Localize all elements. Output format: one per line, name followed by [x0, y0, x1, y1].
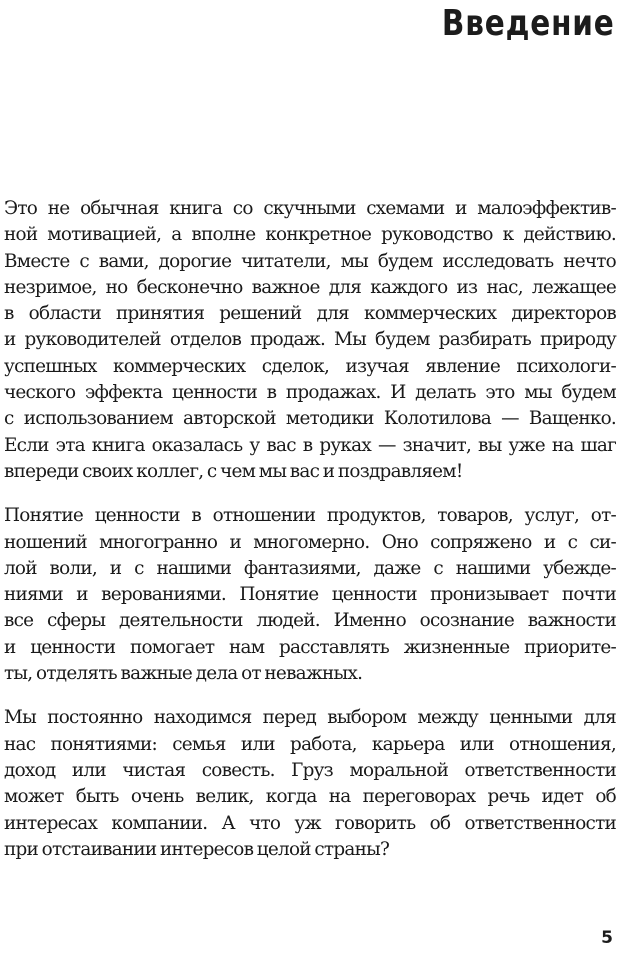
- text-line: Мы постоянно находимся перед выбором между ценными для: [4, 707, 616, 729]
- text-line: при отстаивании интересов целой страны?: [4, 838, 390, 860]
- text-line: Если эта книга оказалась у вас в руках — значит, вы уже на шаг: [4, 434, 616, 456]
- text-line: Понятие ценности в отношении продуктов, товаров, услуг, от-: [4, 505, 616, 527]
- text-line: в области принятия решений для коммерческих директоров: [4, 303, 616, 325]
- text-line: и руководителей отделов продаж. Мы будем разбирать природу: [4, 329, 616, 351]
- paragraph-3: [4, 705, 616, 863]
- chapter-title: Введение: [442, 3, 615, 44]
- paragraph-2: [4, 503, 616, 687]
- text-line: ношений многогранно и многомерно. Оно сопряжено и с си-: [4, 531, 616, 553]
- text-body: [4, 196, 616, 881]
- text-line: незримое, но бесконечно важное для каждого из нас, лежащее: [4, 276, 616, 298]
- paragraph-1: [4, 196, 616, 485]
- text-line: все сферы деятельности людей. Именно осознание важности: [4, 610, 616, 632]
- page-number: 5: [601, 928, 613, 948]
- text-line: доход или чистая совесть. Груз моральной ответственности: [4, 759, 616, 781]
- text-line: нас понятиями: семья или работа, карьера или отношения,: [4, 733, 616, 755]
- text-line: может быть очень велик, когда на переговорах речь идет об: [4, 786, 616, 808]
- text-line: с использованием авторской методики Колотилова — Ващенко.: [4, 408, 616, 430]
- text-line: Вместе с вами, дорогие читатели, мы будем исследовать нечто: [4, 250, 616, 272]
- text-line: ты, отделять важные дела от неважных.: [4, 663, 363, 685]
- text-line: интересах компании. А что уж говорить об ответственности: [4, 812, 616, 834]
- text-line: ческого эффекта ценности в продажах. И делать это мы будем: [4, 382, 616, 404]
- text-line: ниями и верованиями. Понятие ценности пронизывает почти: [4, 584, 616, 606]
- text-line: ной мотивацией, а вполне конкретное руководство к действию.: [4, 224, 616, 246]
- text-line: успешных коммерческих сделок, изучая явление психологи-: [4, 355, 616, 377]
- text-line: лой воли, и с нашими фантазиями, даже с нашими убежде-: [4, 557, 616, 579]
- text-line: Это не обычная книга со скучными схемами и малоэффектив-: [4, 198, 616, 219]
- text-line: впереди своих коллег, с чем мы вас и поздравляем!: [4, 460, 463, 482]
- text-line: и ценности помогает нам расставлять жизненные приорите-: [4, 636, 616, 658]
